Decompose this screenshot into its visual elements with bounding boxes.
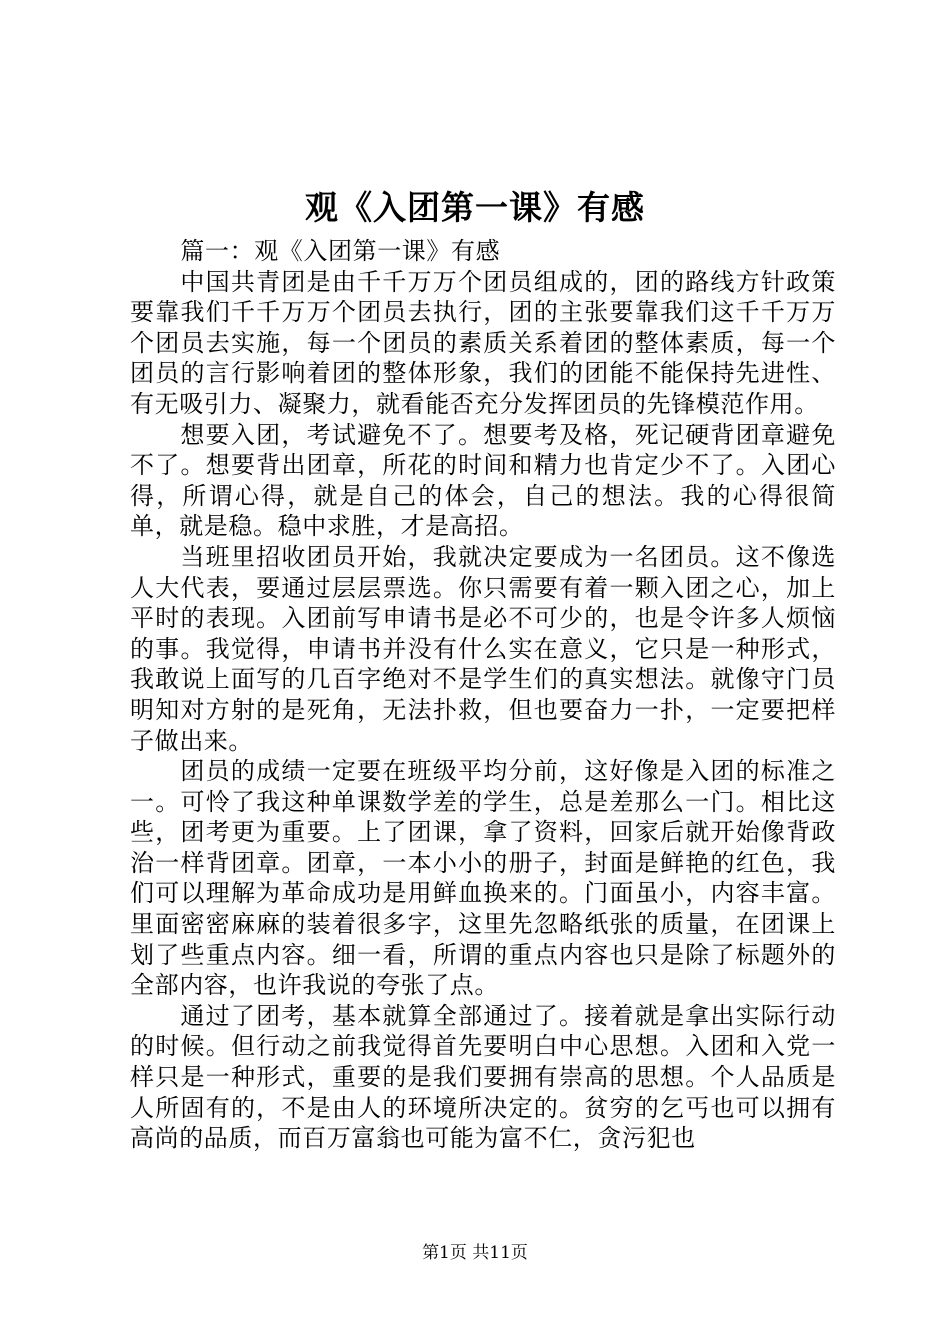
section-heading: 篇一：观《入团第一课》有感 [180, 237, 501, 265]
page-footer: 第1页 共11页 [422, 1243, 528, 1263]
paragraph: 当班里招收团员开始，我就决定要成为一名团员。这不像选人大代表，要通过层层票选。你只需要有着一颗入团之心，加上平时的表现。入团前写申请书是必不可少的，也是令许多人烦恼的事。我觉得，申请书并没有什么实在意义，它只是一种形式，我敢说上面写的几百字绝对不是学生们的真实想法。就像守门员明知对方射的是死角，无法扑救，但也要奋力一扑，一定要把样子做出来。 [130, 542, 836, 755]
document-body [130, 236, 836, 1154]
paragraph: 中国共青团是由千千万万个团员组成的，团的路线方针政策要靠我们千千万万个团员去执行，团的主张要靠我们这千千万万个团员去实施，每一个团员的素质关系着团的整体素质，每一个团员的言行影响着团的整体形象，我们的团能不能保持先进性、有无吸引力、凝聚力，就看能否充分发挥团员的先锋模范作用。 [130, 267, 836, 418]
paragraph: 团员的成绩一定要在班级平均分前，这好像是入团的标准之一。可怜了我这种单课数学差的学生，总是差那么一门。相比这些，团考更为重要。上了团课，拿了资料，回家后就开始像背政治一样背团章。团章，一本小小的册子，封面是鲜艳的红色，我们可以理解为革命成功是用鲜血换来的。门面虽小，内容丰富。里面密密麻麻的装着很多字，这里先忽略纸张的质量，在团课上划了些重点内容。细一看，所谓的重点内容也只是除了标题外的全部内容，也许我说的夸张了点。 [130, 757, 836, 1000]
paragraph: 通过了团考，基本就算全部通过了。接着就是拿出实际行动的时候。但行动之前我觉得首先要明白中心思想。入团和入党一样只是一种形式，重要的是我们要拥有崇高的思想。个人品质是人所固有的，不是由人的环境所决定的。贫穷的乞丐也可以拥有高尚的品质，而百万富翁也可能为富不仁，贪污犯也 [130, 1001, 836, 1153]
paragraph: 想要入团，考试避免不了。想要考及格，死记硬背团章避免不了。想要背出团章，所花的时间和精力也肯定少不了。入团心得，所谓心得，就是自己的体会，自己的想法。我的心得很简单，就是稳。稳中求胜，才是高招。 [130, 420, 836, 541]
document-title: 观《入团第一课》有感 [305, 188, 645, 227]
